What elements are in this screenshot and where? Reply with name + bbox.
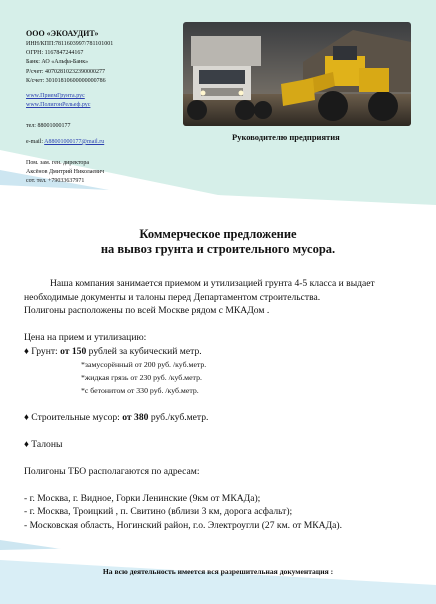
offer-body — [24, 277, 424, 532]
company-bank: Банк: АО «Альфа-Банк» — [26, 59, 89, 66]
offer-title-line-2: на вывоз грунта и строительного мусора. — [100, 242, 336, 256]
location-item-1: - г. Москва, г. Видное, Горки Ленинские (9км от МКАДа); — [24, 492, 261, 504]
price-soil-amount: от 150 — [60, 345, 87, 357]
price-debris — [24, 411, 424, 425]
locations-header: Полигоны ТБО располагаются по адресам: — [24, 465, 200, 477]
company-ogrn: ОГРН: 1167847244167 — [26, 50, 84, 57]
truck-loader-photo — [183, 22, 411, 126]
website-link-2[interactable]: www.ПолигонРельеф.рус — [26, 102, 91, 109]
company-account: Р/счет: 40702810232390000277 — [26, 68, 106, 75]
company-email-row — [26, 138, 196, 147]
price-debris-amount: от 380 — [122, 411, 149, 423]
price-soil-suffix: рублей за кубический метр. — [86, 345, 202, 357]
intro-line-1: Наша компания занимается приемом и утилизацией грунта 4-5 класса и выдает — [50, 278, 375, 289]
offer-title-line-1: Коммерческое предложение — [139, 227, 297, 241]
email-label: e-mail: — [26, 138, 43, 145]
location-item-2: - г. Москва, Троицкий , п. Свитино (вблизи 3 км, дорога асфальт); — [24, 506, 293, 517]
price-header: Цена на прием и утилизацию: — [24, 332, 147, 343]
offer-title — [0, 227, 436, 257]
signatory-phone: сот. тел. +79033637971 — [26, 178, 85, 185]
price-debris-prefix: ♦ Строительные мусор: — [24, 411, 123, 423]
price-soil-sub-2: *жидкая грязь от 230 руб. /куб.метр. — [81, 373, 202, 382]
price-soil-sub-3: *с бетонитом от 330 руб. /куб.метр. — [81, 386, 199, 395]
price-debris-suffix: руб./куб.метр. — [148, 411, 209, 423]
company-letterhead — [26, 28, 196, 186]
company-phone: тел: 88001000177 — [26, 123, 71, 130]
intro-line-2: необходимые документы и талоны перед Департаментом строительства. — [24, 291, 321, 303]
tickets-item: ♦ Талоны — [24, 438, 63, 450]
signatory-position: Пом. зам. ген. директора — [26, 159, 90, 166]
website-link-1[interactable]: www.ПриемГрунта.рус — [26, 93, 85, 100]
company-inn: ИНН/КПП:7811603997/781101001 — [26, 41, 114, 47]
price-soil-sub-1: *замусорённый от 200 руб. /куб.метр. — [81, 360, 207, 369]
price-soil — [24, 345, 424, 359]
company-corr-account: К/счет: 30101810600000000786 — [26, 77, 106, 84]
signatory-name: Аксёнов Дмитрий Николаевич — [26, 169, 105, 176]
location-item-3: - Московская область, Ногинский район, г.о. Электроугли (27 км. от МКАДа). — [24, 519, 342, 531]
price-soil-prefix: ♦ Грунт: — [24, 345, 61, 357]
company-name: ООО «ЭКОАУДИТ» — [26, 29, 99, 38]
recipient-line: Руководителю предприятия — [232, 132, 340, 142]
footer-note: На всю деятельность имеется вся разрешительная документация : — [102, 567, 334, 576]
intro-line-3: Полигоны расположены по всей Москве рядом с МКАДом . — [24, 305, 270, 316]
email-link[interactable]: A88001000177@mail.ru — [44, 138, 105, 145]
